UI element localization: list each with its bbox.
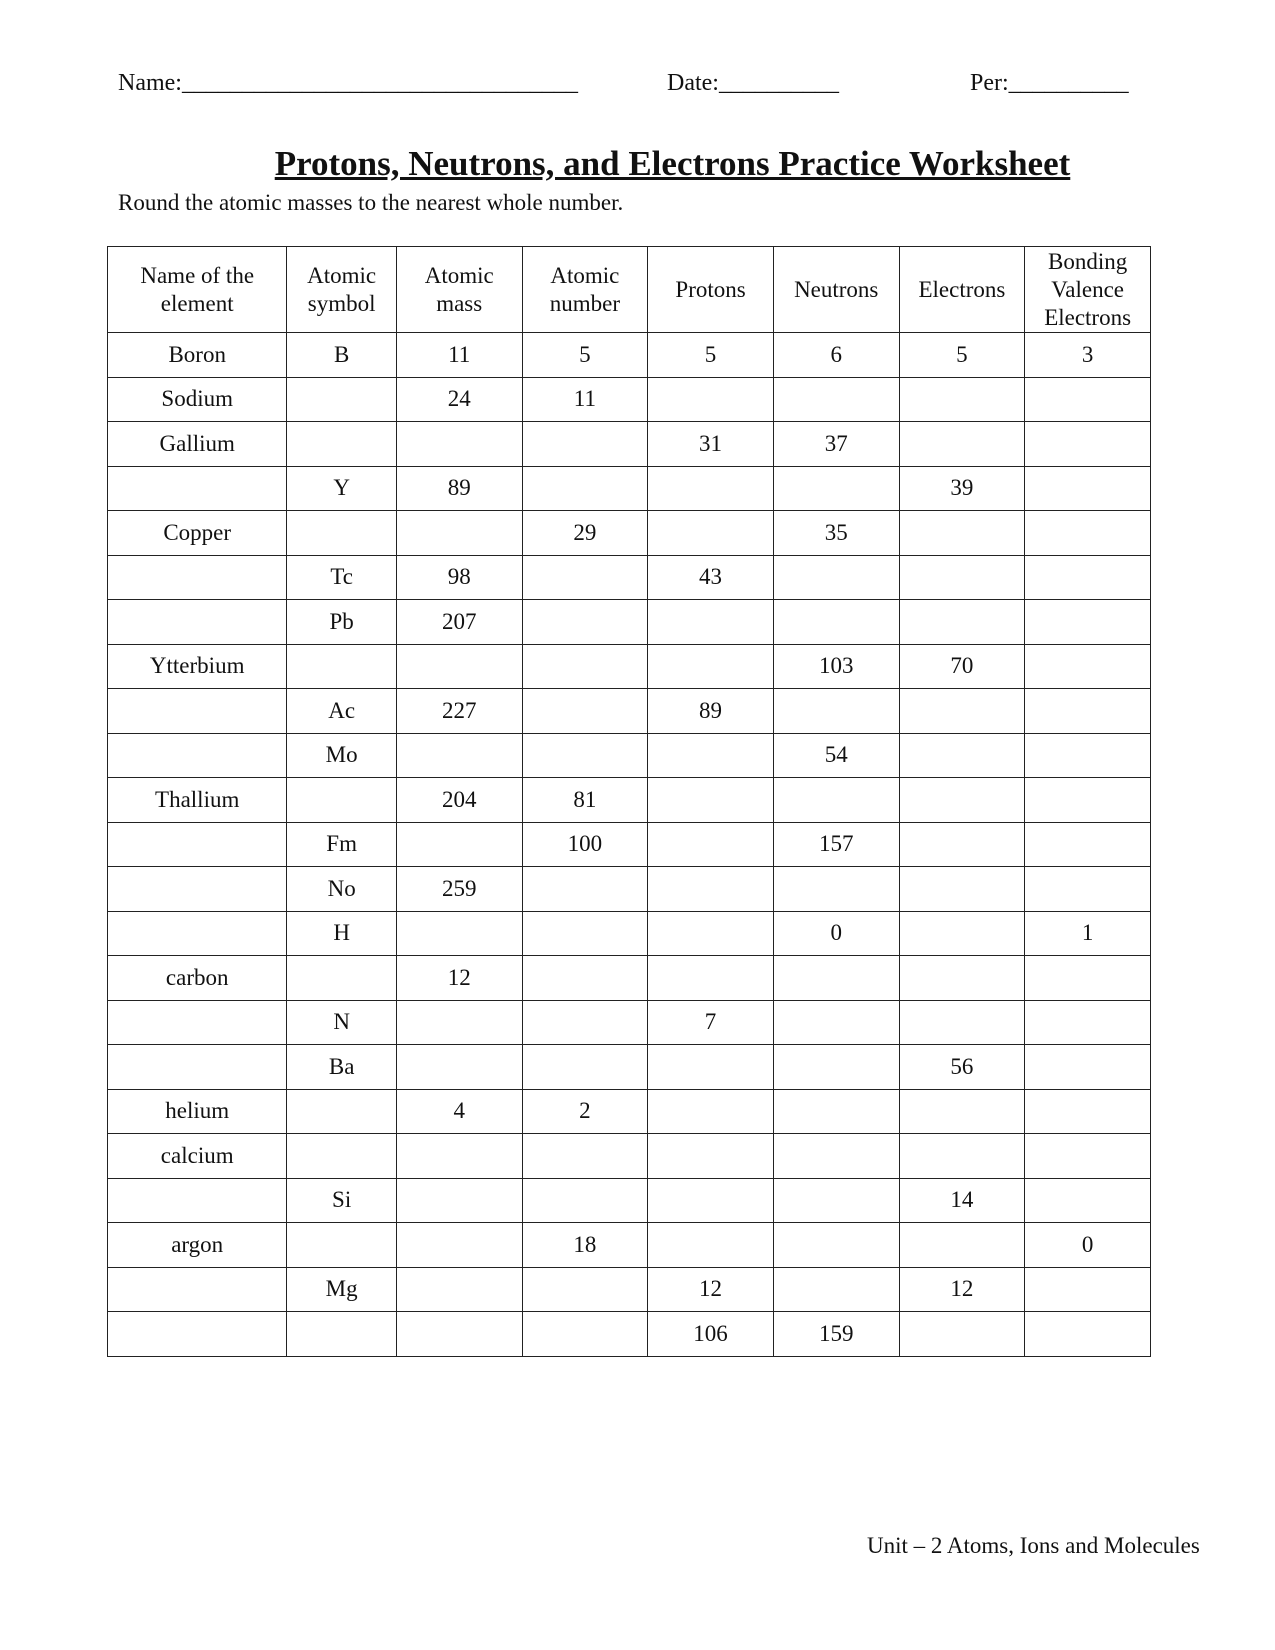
cell-atomic-symbol: Si bbox=[287, 1178, 396, 1223]
cell-atomic-symbol[interactable] bbox=[287, 1223, 396, 1268]
cell-electrons[interactable] bbox=[899, 956, 1025, 1001]
table-row bbox=[108, 1134, 1151, 1179]
table-row bbox=[108, 1312, 1151, 1357]
table-row bbox=[108, 822, 1151, 867]
cell-atomic-mass: 11 bbox=[396, 333, 522, 378]
cell-atomic-mass[interactable] bbox=[396, 422, 522, 467]
cell-protons: 12 bbox=[648, 1267, 774, 1312]
cell-neutrons[interactable] bbox=[773, 555, 899, 600]
cell-atomic-symbol[interactable] bbox=[287, 1134, 396, 1179]
cell-neutrons[interactable] bbox=[773, 1178, 899, 1223]
column-header-element-name: Name of the element bbox=[108, 247, 287, 333]
cell-protons: 31 bbox=[648, 422, 774, 467]
cell-element-name: Copper bbox=[108, 511, 287, 556]
cell-atomic-symbol: Y bbox=[287, 466, 396, 511]
cell-atomic-number: 81 bbox=[522, 778, 648, 823]
table-row bbox=[108, 956, 1151, 1001]
cell-atomic-number: 11 bbox=[522, 377, 648, 422]
cell-element-name: carbon bbox=[108, 956, 287, 1001]
table-row bbox=[108, 555, 1151, 600]
cell-electrons: 12 bbox=[899, 1267, 1025, 1312]
cell-atomic-symbol: Mo bbox=[287, 733, 396, 778]
cell-atomic-number[interactable] bbox=[522, 644, 648, 689]
cell-electrons[interactable] bbox=[899, 377, 1025, 422]
cell-valence-electrons: 3 bbox=[1025, 333, 1151, 378]
table-header-row bbox=[108, 247, 1151, 333]
cell-element-name: Thallium bbox=[108, 778, 287, 823]
table-row bbox=[108, 867, 1151, 912]
cell-element-name: Sodium bbox=[108, 377, 287, 422]
cell-element-name[interactable] bbox=[108, 1000, 287, 1045]
column-header-atomic-number: Atomic number bbox=[522, 247, 648, 333]
cell-atomic-number[interactable] bbox=[522, 1267, 648, 1312]
cell-protons: 43 bbox=[648, 555, 774, 600]
column-header-electrons: Electrons bbox=[899, 247, 1025, 333]
cell-atomic-number[interactable] bbox=[522, 466, 648, 511]
cell-electrons[interactable] bbox=[899, 1312, 1025, 1357]
cell-neutrons[interactable] bbox=[773, 600, 899, 645]
cell-valence-electrons[interactable] bbox=[1025, 644, 1151, 689]
cell-atomic-symbol: Pb bbox=[287, 600, 396, 645]
footer-unit-label: Unit – 2 Atoms, Ions and Molecules bbox=[867, 1533, 1200, 1558]
cell-element-name[interactable] bbox=[108, 733, 287, 778]
cell-protons[interactable] bbox=[648, 377, 774, 422]
cell-atomic-mass[interactable] bbox=[396, 822, 522, 867]
elements-table bbox=[107, 246, 1151, 1357]
cell-atomic-symbol[interactable] bbox=[287, 377, 396, 422]
cell-element-name: helium bbox=[108, 1089, 287, 1134]
cell-atomic-symbol: Ba bbox=[287, 1045, 396, 1090]
cell-atomic-number[interactable] bbox=[522, 733, 648, 778]
cell-atomic-mass[interactable] bbox=[396, 511, 522, 556]
column-header-protons: Protons bbox=[648, 247, 774, 333]
cell-electrons[interactable] bbox=[899, 867, 1025, 912]
cell-valence-electrons[interactable] bbox=[1025, 1312, 1151, 1357]
date-field-label: Date:__________ bbox=[667, 70, 839, 96]
cell-valence-electrons[interactable] bbox=[1025, 1000, 1151, 1045]
cell-valence-electrons[interactable] bbox=[1025, 1134, 1151, 1179]
cell-element-name: Ytterbium bbox=[108, 644, 287, 689]
cell-element-name[interactable] bbox=[108, 600, 287, 645]
cell-electrons: 14 bbox=[899, 1178, 1025, 1223]
cell-electrons[interactable] bbox=[899, 911, 1025, 956]
cell-valence-electrons[interactable] bbox=[1025, 1089, 1151, 1134]
cell-valence-electrons[interactable] bbox=[1025, 867, 1151, 912]
table-row bbox=[108, 733, 1151, 778]
cell-atomic-number: 100 bbox=[522, 822, 648, 867]
cell-atomic-symbol: Ac bbox=[287, 689, 396, 734]
cell-valence-electrons[interactable] bbox=[1025, 1045, 1151, 1090]
cell-electrons[interactable] bbox=[899, 778, 1025, 823]
cell-electrons[interactable] bbox=[899, 511, 1025, 556]
table-row bbox=[108, 600, 1151, 645]
cell-atomic-symbol[interactable] bbox=[287, 956, 396, 1001]
table-row bbox=[108, 422, 1151, 467]
cell-atomic-number[interactable] bbox=[522, 555, 648, 600]
column-header-atomic-symbol: Atomic symbol bbox=[287, 247, 396, 333]
cell-neutrons[interactable] bbox=[773, 1089, 899, 1134]
cell-valence-electrons[interactable] bbox=[1025, 1178, 1151, 1223]
cell-atomic-number[interactable] bbox=[522, 600, 648, 645]
cell-element-name: calcium bbox=[108, 1134, 287, 1179]
cell-atomic-number[interactable] bbox=[522, 1000, 648, 1045]
cell-atomic-number[interactable] bbox=[522, 956, 648, 1001]
name-field-label: Name:_________________________________ bbox=[118, 70, 578, 96]
cell-protons[interactable] bbox=[648, 1045, 774, 1090]
cell-atomic-number: 2 bbox=[522, 1089, 648, 1134]
cell-protons[interactable] bbox=[648, 1178, 774, 1223]
cell-neutrons: 37 bbox=[773, 422, 899, 467]
cell-element-name[interactable] bbox=[108, 1045, 287, 1090]
cell-valence-electrons[interactable] bbox=[1025, 511, 1151, 556]
cell-valence-electrons: 1 bbox=[1025, 911, 1151, 956]
table-row bbox=[108, 1223, 1151, 1268]
cell-neutrons: 35 bbox=[773, 511, 899, 556]
cell-atomic-symbol: No bbox=[287, 867, 396, 912]
table-row bbox=[108, 377, 1151, 422]
cell-atomic-symbol[interactable] bbox=[287, 422, 396, 467]
cell-neutrons[interactable] bbox=[773, 1134, 899, 1179]
cell-atomic-number: 29 bbox=[522, 511, 648, 556]
cell-atomic-mass[interactable] bbox=[396, 1223, 522, 1268]
cell-neutrons[interactable] bbox=[773, 867, 899, 912]
table-row bbox=[108, 911, 1151, 956]
cell-atomic-number[interactable] bbox=[522, 1045, 648, 1090]
cell-neutrons[interactable] bbox=[773, 778, 899, 823]
cell-atomic-mass[interactable] bbox=[396, 733, 522, 778]
cell-atomic-mass: 227 bbox=[396, 689, 522, 734]
cell-neutrons: 103 bbox=[773, 644, 899, 689]
cell-protons[interactable] bbox=[648, 466, 774, 511]
cell-protons: 89 bbox=[648, 689, 774, 734]
cell-neutrons: 0 bbox=[773, 911, 899, 956]
cell-atomic-number[interactable] bbox=[522, 1312, 648, 1357]
cell-element-name: argon bbox=[108, 1223, 287, 1268]
cell-valence-electrons[interactable] bbox=[1025, 1267, 1151, 1312]
cell-neutrons[interactable] bbox=[773, 1267, 899, 1312]
cell-protons[interactable] bbox=[648, 778, 774, 823]
cell-atomic-mass[interactable] bbox=[396, 1134, 522, 1179]
table-row bbox=[108, 1045, 1151, 1090]
cell-valence-electrons[interactable] bbox=[1025, 555, 1151, 600]
cell-neutrons: 6 bbox=[773, 333, 899, 378]
cell-atomic-symbol: Mg bbox=[287, 1267, 396, 1312]
cell-neutrons: 159 bbox=[773, 1312, 899, 1357]
cell-element-name[interactable] bbox=[108, 1178, 287, 1223]
table-row bbox=[108, 1000, 1151, 1045]
cell-protons: 106 bbox=[648, 1312, 774, 1357]
cell-atomic-number[interactable] bbox=[522, 689, 648, 734]
table-row bbox=[108, 333, 1151, 378]
cell-protons[interactable] bbox=[648, 511, 774, 556]
cell-valence-electrons[interactable] bbox=[1025, 956, 1151, 1001]
cell-element-name[interactable] bbox=[108, 911, 287, 956]
cell-neutrons[interactable] bbox=[773, 1223, 899, 1268]
cell-electrons[interactable] bbox=[899, 600, 1025, 645]
cell-protons[interactable] bbox=[648, 956, 774, 1001]
cell-element-name[interactable] bbox=[108, 1312, 287, 1357]
cell-protons: 7 bbox=[648, 1000, 774, 1045]
cell-protons[interactable] bbox=[648, 822, 774, 867]
cell-atomic-mass[interactable] bbox=[396, 1000, 522, 1045]
cell-atomic-mass[interactable] bbox=[396, 1267, 522, 1312]
cell-electrons: 56 bbox=[899, 1045, 1025, 1090]
cell-neutrons[interactable] bbox=[773, 689, 899, 734]
cell-electrons[interactable] bbox=[899, 689, 1025, 734]
table-row bbox=[108, 1178, 1151, 1223]
table-row bbox=[108, 778, 1151, 823]
cell-electrons[interactable] bbox=[899, 1089, 1025, 1134]
cell-protons[interactable] bbox=[648, 733, 774, 778]
cell-atomic-symbol: B bbox=[287, 333, 396, 378]
cell-atomic-symbol: Fm bbox=[287, 822, 396, 867]
cell-electrons: 5 bbox=[899, 333, 1025, 378]
cell-atomic-number: 5 bbox=[522, 333, 648, 378]
cell-atomic-symbol: N bbox=[287, 1000, 396, 1045]
cell-electrons[interactable] bbox=[899, 1000, 1025, 1045]
cell-atomic-number[interactable] bbox=[522, 1178, 648, 1223]
cell-atomic-mass: 98 bbox=[396, 555, 522, 600]
cell-protons[interactable] bbox=[648, 644, 774, 689]
worksheet-title: Protons, Neutrons, and Electrons Practice Worksheet bbox=[274, 144, 1071, 183]
column-header-valence-electrons: Bonding Valence Electrons bbox=[1025, 247, 1151, 333]
cell-element-name[interactable] bbox=[108, 867, 287, 912]
cell-neutrons[interactable] bbox=[773, 377, 899, 422]
cell-atomic-mass[interactable] bbox=[396, 1178, 522, 1223]
cell-atomic-mass[interactable] bbox=[396, 1312, 522, 1357]
cell-atomic-symbol[interactable] bbox=[287, 644, 396, 689]
table-row bbox=[108, 511, 1151, 556]
cell-element-name[interactable] bbox=[108, 822, 287, 867]
table-row bbox=[108, 466, 1151, 511]
cell-neutrons[interactable] bbox=[773, 1000, 899, 1045]
cell-atomic-number: 18 bbox=[522, 1223, 648, 1268]
cell-atomic-mass[interactable] bbox=[396, 644, 522, 689]
cell-element-name: Gallium bbox=[108, 422, 287, 467]
cell-element-name[interactable] bbox=[108, 555, 287, 600]
table-row bbox=[108, 689, 1151, 734]
cell-atomic-number[interactable] bbox=[522, 422, 648, 467]
cell-protons[interactable] bbox=[648, 600, 774, 645]
cell-valence-electrons[interactable] bbox=[1025, 689, 1151, 734]
cell-neutrons: 157 bbox=[773, 822, 899, 867]
cell-valence-electrons[interactable] bbox=[1025, 422, 1151, 467]
cell-atomic-symbol: H bbox=[287, 911, 396, 956]
cell-protons[interactable] bbox=[648, 1089, 774, 1134]
cell-electrons[interactable] bbox=[899, 1223, 1025, 1268]
cell-atomic-symbol: Tc bbox=[287, 555, 396, 600]
cell-element-name: Boron bbox=[108, 333, 287, 378]
table-body bbox=[108, 333, 1151, 1357]
cell-atomic-number[interactable] bbox=[522, 867, 648, 912]
cell-electrons[interactable] bbox=[899, 555, 1025, 600]
instructions-text: Round the atomic masses to the nearest whole number. bbox=[118, 190, 624, 215]
column-header-neutrons: Neutrons bbox=[773, 247, 899, 333]
cell-element-name[interactable] bbox=[108, 689, 287, 734]
cell-electrons[interactable] bbox=[899, 1134, 1025, 1179]
cell-electrons: 39 bbox=[899, 466, 1025, 511]
table-row bbox=[108, 1267, 1151, 1312]
cell-atomic-mass: 89 bbox=[396, 466, 522, 511]
cell-atomic-mass: 4 bbox=[396, 1089, 522, 1134]
cell-valence-electrons[interactable] bbox=[1025, 822, 1151, 867]
cell-protons[interactable] bbox=[648, 867, 774, 912]
cell-atomic-mass: 12 bbox=[396, 956, 522, 1001]
cell-valence-electrons[interactable] bbox=[1025, 778, 1151, 823]
cell-atomic-mass: 207 bbox=[396, 600, 522, 645]
cell-atomic-mass: 259 bbox=[396, 867, 522, 912]
cell-electrons: 70 bbox=[899, 644, 1025, 689]
table-row bbox=[108, 644, 1151, 689]
cell-protons[interactable] bbox=[648, 1134, 774, 1179]
cell-atomic-symbol[interactable] bbox=[287, 1312, 396, 1357]
cell-neutrons[interactable] bbox=[773, 956, 899, 1001]
cell-valence-electrons[interactable] bbox=[1025, 600, 1151, 645]
cell-element-name[interactable] bbox=[108, 1267, 287, 1312]
table-row bbox=[108, 1089, 1151, 1134]
cell-valence-electrons: 0 bbox=[1025, 1223, 1151, 1268]
cell-valence-electrons[interactable] bbox=[1025, 733, 1151, 778]
cell-electrons[interactable] bbox=[899, 822, 1025, 867]
cell-valence-electrons[interactable] bbox=[1025, 377, 1151, 422]
cell-electrons[interactable] bbox=[899, 422, 1025, 467]
cell-atomic-symbol[interactable] bbox=[287, 1089, 396, 1134]
cell-atomic-mass[interactable] bbox=[396, 911, 522, 956]
cell-neutrons: 54 bbox=[773, 733, 899, 778]
column-header-atomic-mass: Atomic mass bbox=[396, 247, 522, 333]
cell-atomic-symbol[interactable] bbox=[287, 778, 396, 823]
cell-atomic-symbol[interactable] bbox=[287, 511, 396, 556]
period-field-label: Per:__________ bbox=[970, 70, 1129, 96]
cell-electrons[interactable] bbox=[899, 733, 1025, 778]
cell-atomic-mass[interactable] bbox=[396, 1045, 522, 1090]
cell-atomic-number[interactable] bbox=[522, 1134, 648, 1179]
cell-element-name[interactable] bbox=[108, 466, 287, 511]
cell-protons[interactable] bbox=[648, 911, 774, 956]
cell-protons: 5 bbox=[648, 333, 774, 378]
cell-valence-electrons[interactable] bbox=[1025, 466, 1151, 511]
cell-atomic-mass: 24 bbox=[396, 377, 522, 422]
cell-neutrons[interactable] bbox=[773, 1045, 899, 1090]
cell-atomic-number[interactable] bbox=[522, 911, 648, 956]
cell-atomic-mass: 204 bbox=[396, 778, 522, 823]
cell-neutrons[interactable] bbox=[773, 466, 899, 511]
cell-protons[interactable] bbox=[648, 1223, 774, 1268]
